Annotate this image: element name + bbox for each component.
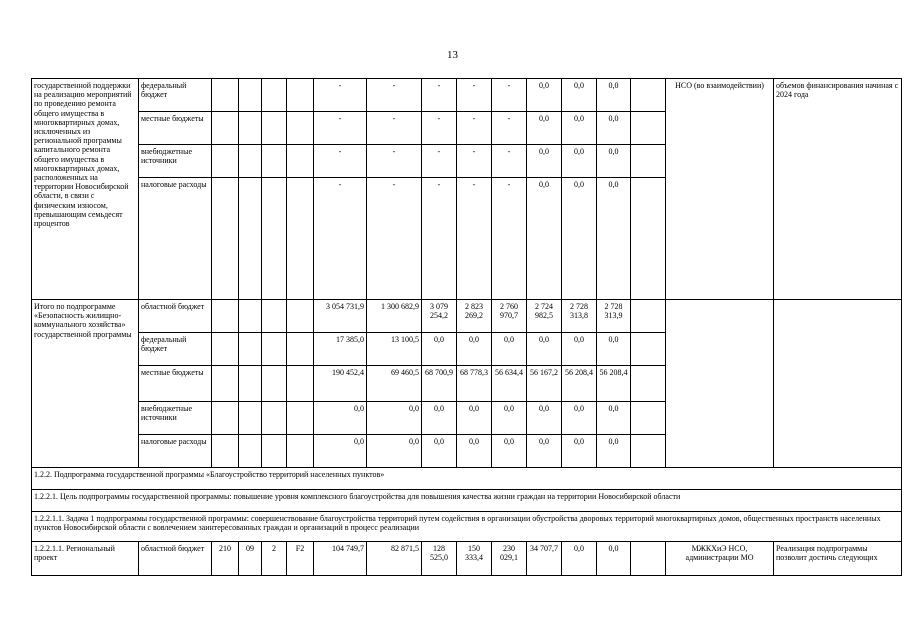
value-cell: 0,0: [492, 333, 527, 366]
value-cell: -: [457, 112, 492, 145]
value-cell: -: [457, 145, 492, 178]
value-cell: -: [457, 79, 492, 112]
event-name-cell: государственной поддержки на реализацию мероприятий по проведению ремонта общего имущества в многоквартирных домах, исключенных из региональной программы капитального ремонта общего имущества в многоквартирных домах, расположенных на территории Новосибирской области, в связи с физическим износом, превышающим семьдесят процентов: [32, 79, 139, 300]
value-cell: 0,0: [562, 178, 597, 300]
value-cell: 0,0: [527, 333, 562, 366]
value-cell: 2 724 982,5: [527, 300, 562, 333]
value-cell: 0,0: [597, 542, 631, 576]
value-cell: 0,0: [562, 333, 597, 366]
page-number: 13: [447, 49, 458, 61]
table-row: [32, 542, 902, 576]
value-cell: 0,0: [457, 435, 492, 468]
value-cell: 0,0: [457, 333, 492, 366]
executor-cell: МЖКХиЭ НСО, администрации МО: [666, 542, 774, 576]
value-cell: 0,0: [562, 542, 597, 576]
value-cell: 69 460,5: [367, 366, 422, 402]
value-cell: -: [422, 79, 457, 112]
value-cell: 0,0: [597, 178, 631, 300]
subprogram-total-cell: Итого по подпрограмме «Безопасность жилищно-коммунального хозяйства» государственной программы: [32, 300, 139, 468]
source-cell: областной бюджет: [139, 300, 212, 333]
executor-cell: НСО (во взаимодействии): [666, 79, 774, 300]
value-cell: 2 760 970,7: [492, 300, 527, 333]
value-cell: -: [367, 79, 422, 112]
goal-heading: 1.2.2.1. Цель подпрограммы государственной программы: повышение уровня комплексного благоустройства для повышения качества жизни граждан на территории Новосибирской области: [32, 490, 902, 512]
table-row: [32, 490, 902, 512]
value-cell: 0,0: [492, 402, 527, 435]
value-cell: 17 385,0: [314, 333, 367, 366]
value-cell: 0,0: [562, 145, 597, 178]
value-cell: -: [492, 178, 527, 300]
value-cell: 0,0: [527, 145, 562, 178]
value-cell: -: [457, 178, 492, 300]
value-cell: 0,0: [527, 435, 562, 468]
table-row: [32, 468, 902, 490]
value-cell: 2 728 313,8: [562, 300, 597, 333]
result-cell: объемов финансирования начиная с 2024 года: [774, 79, 902, 300]
value-cell: 0,0: [527, 402, 562, 435]
source-cell: местные бюджеты: [139, 112, 212, 145]
value-cell: 0,0: [527, 79, 562, 112]
value-cell: 13 100,5: [367, 333, 422, 366]
source-cell: налоговые расходы: [139, 178, 212, 300]
value-cell: 2 728 313,9: [597, 300, 631, 333]
value-cell: 56 167,2: [527, 366, 562, 402]
value-cell: 0,0: [314, 402, 367, 435]
value-cell: 3 079 254,2: [422, 300, 457, 333]
value-cell: 34 707,7: [527, 542, 562, 576]
value-cell: 0,0: [562, 79, 597, 112]
value-cell: 68 700,9: [422, 366, 457, 402]
value-cell: -: [314, 178, 367, 300]
value-cell: 82 871,5: [367, 542, 422, 576]
value-cell: 0,0: [367, 435, 422, 468]
value-cell: 104 749,7: [314, 542, 367, 576]
value-cell: -: [492, 112, 527, 145]
value-cell: 0,0: [597, 79, 631, 112]
value-cell: 56 208,4: [562, 366, 597, 402]
value-cell: -: [314, 145, 367, 178]
value-cell: -: [422, 112, 457, 145]
value-cell: 0,0: [597, 435, 631, 468]
value-cell: 0,0: [527, 178, 562, 300]
value-cell: 0,0: [597, 112, 631, 145]
value-cell: -: [492, 79, 527, 112]
value-cell: 68 778,3: [457, 366, 492, 402]
value-cell: 190 452,4: [314, 366, 367, 402]
table-row: [32, 300, 902, 333]
source-cell: внебюджетные источники: [139, 402, 212, 435]
value-cell: 0,0: [314, 435, 367, 468]
code-cell: F2: [287, 542, 314, 576]
value-cell: -: [314, 112, 367, 145]
source-cell: федеральный бюджет: [139, 333, 212, 366]
code-cell: 2: [262, 542, 287, 576]
value-cell: -: [367, 178, 422, 300]
value-cell: -: [314, 79, 367, 112]
value-cell: 0,0: [422, 333, 457, 366]
value-cell: 0,0: [597, 333, 631, 366]
value-cell: 3 054 731,9: [314, 300, 367, 333]
value-cell: 150 333,4: [457, 542, 492, 576]
code-cell: 09: [239, 542, 262, 576]
source-cell: внебюджетные источники: [139, 145, 212, 178]
value-cell: 56 634,4: [492, 366, 527, 402]
value-cell: 0,0: [562, 402, 597, 435]
table-row: [32, 512, 902, 542]
value-cell: 2 823 269,2: [457, 300, 492, 333]
source-cell: налоговые расходы: [139, 435, 212, 468]
value-cell: 0,0: [422, 435, 457, 468]
value-cell: 0,0: [367, 402, 422, 435]
value-cell: 230 029,1: [492, 542, 527, 576]
value-cell: 0,0: [562, 112, 597, 145]
value-cell: 128 525,0: [422, 542, 457, 576]
subprogram-heading: 1.2.2. Подпрограмма государственной программы «Благоустройство территорий населенных пунктов»: [32, 468, 902, 490]
source-cell: федеральный бюджет: [139, 79, 212, 112]
task-heading: 1.2.2.1.1. Задача 1 подпрограммы государственной программы: совершенствование благоустройства территорий путем содействия в организации обустройства дворовых территорий многоквартирных домов, общественных пространств населенных пунктов Новосибирской области с вовлечением заинтересованных граждан и организаций в процесс реализации: [32, 512, 902, 542]
value-cell: 0,0: [527, 112, 562, 145]
value-cell: -: [422, 178, 457, 300]
value-cell: 1 300 682,9: [367, 300, 422, 333]
code-cell: 210: [212, 542, 239, 576]
source-cell: областной бюджет: [139, 542, 212, 576]
value-cell: -: [367, 112, 422, 145]
result-cell: Реализация подпрограммы позволит достичь следующих: [774, 542, 902, 576]
value-cell: 0,0: [492, 435, 527, 468]
value-cell: -: [367, 145, 422, 178]
value-cell: 0,0: [422, 402, 457, 435]
value-cell: 0,0: [597, 145, 631, 178]
source-cell: местные бюджеты: [139, 366, 212, 402]
value-cell: 56 208,4: [597, 366, 631, 402]
value-cell: -: [422, 145, 457, 178]
project-name-cell: 1.2.2.1.1. Региональный проект: [32, 542, 139, 576]
value-cell: 0,0: [597, 402, 631, 435]
value-cell: 0,0: [457, 402, 492, 435]
value-cell: -: [492, 145, 527, 178]
value-cell: 0,0: [562, 435, 597, 468]
financing-table: [31, 78, 902, 576]
table-row: [32, 79, 902, 112]
